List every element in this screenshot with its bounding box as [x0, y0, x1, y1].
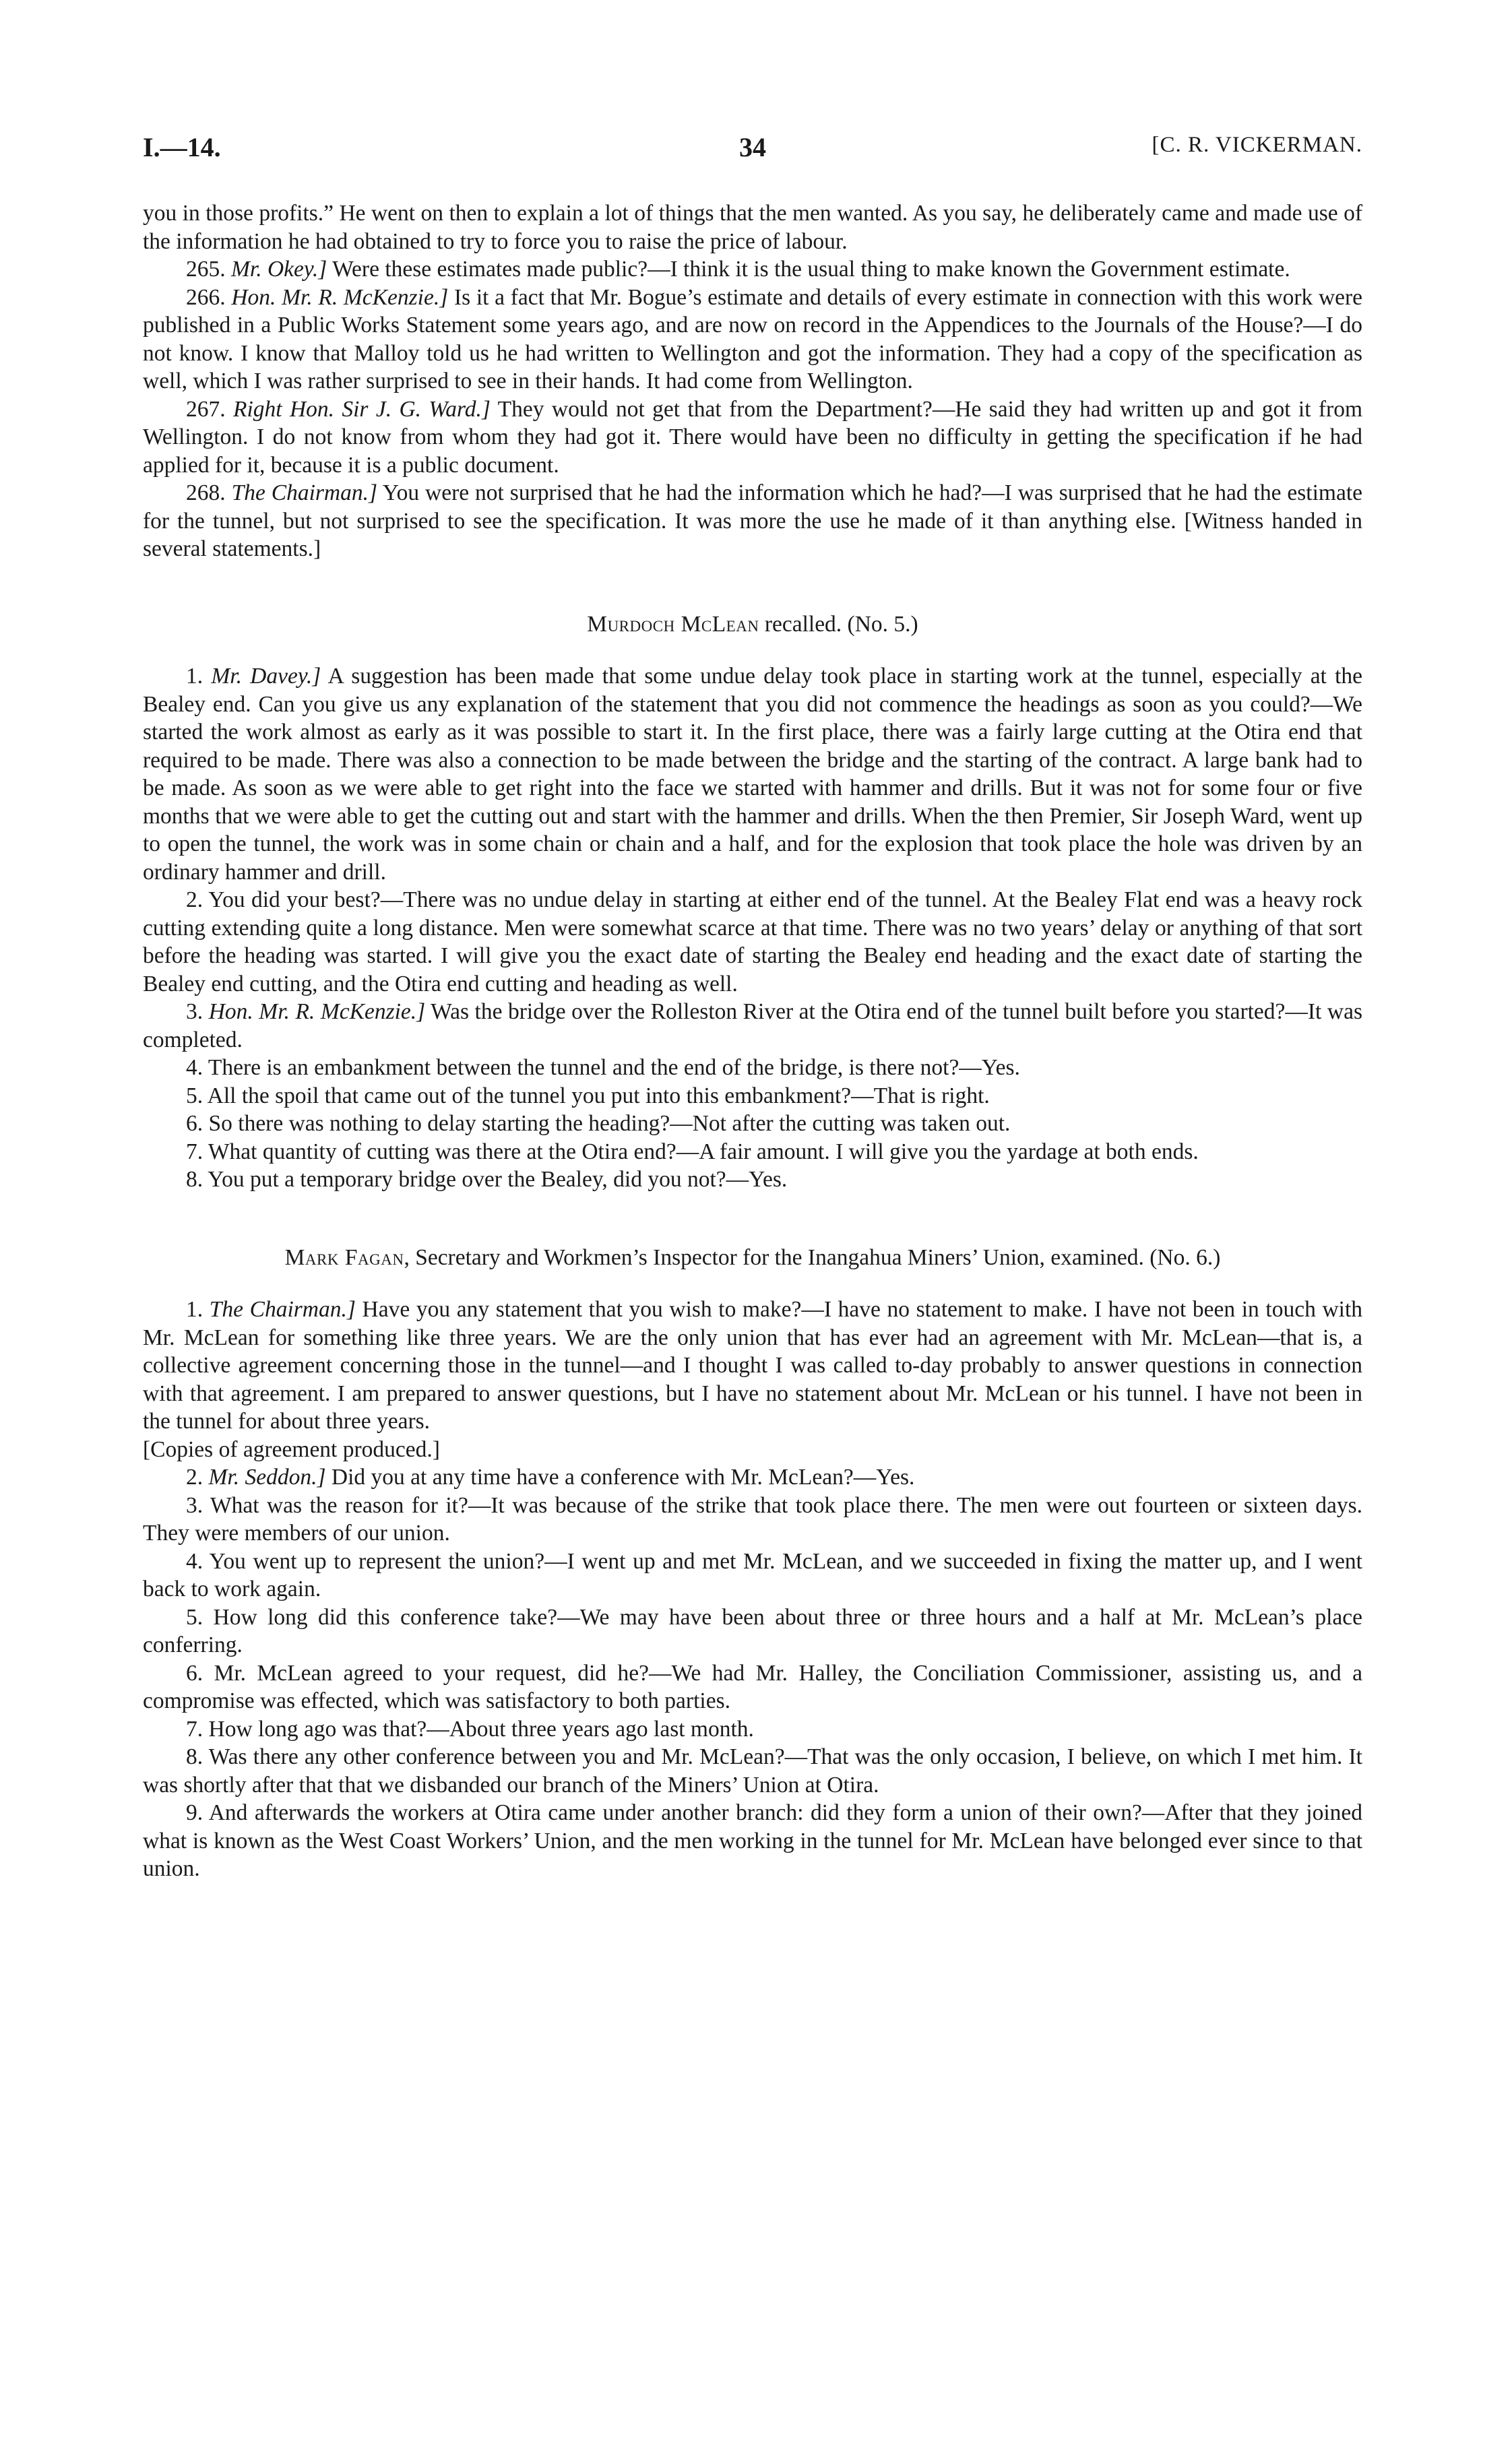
question-7 — [143, 1715, 1362, 1744]
question-text: All the spoil that came out of the tunnel you put into this embankment?—That is right. — [203, 1083, 990, 1108]
question-3 — [143, 998, 1362, 1054]
question-number: 2. — [186, 887, 203, 912]
question-number: 6. — [186, 1660, 203, 1686]
question-text: Is it a fact that Mr. Bogue’s estimate and details of every estimate in connection with this work were published in a Public Works Statement some years ago, and are now on record in the Appendices to the Journals of the House?—I do not know. I know that Malloy told us he had written to Wellington and got the information. They had a copy of the specification as well, which I was rather surprised to see in their hands. It had come from Wellington. — [143, 284, 1363, 393]
speaker: Right Hon. Sir J. G. Ward.] — [233, 396, 491, 422]
question-text: Was there any other conference between you and Mr. McLean?—That was the only occasion, I believe, on which I met him. It was shortly after that that we disbanded our branch of the Miners’ Union at Otira. — [143, 1744, 1362, 1798]
question-5 — [143, 1604, 1362, 1659]
question-text: Was the bridge over the Rolleston River at the Otira end of the tunnel built before you started?—It was completed. — [143, 999, 1363, 1052]
witness-name: [C. R. VICKERMAN. — [1152, 133, 1362, 157]
witness-heading-fagan — [143, 1244, 1362, 1272]
question-2 — [143, 1463, 1362, 1492]
document-body — [143, 199, 1362, 1883]
question-265 — [143, 255, 1362, 284]
question-text: You did your best?—There was no undue delay in starting at either end of the tunnel. At the Bealey Flat end was a heavy rock cutting extending quite a long distance. Men were somewhat scarce at that time. There was no two years’ delay or anything of that sort before the heading was started. I will give you the exact date of starting the Bealey end heading and the exact date of starting the Bealey end cutting, and the Otira end cutting and heading as well. — [143, 887, 1362, 996]
speaker: Mr. Seddon.] — [208, 1465, 326, 1490]
question-268 — [143, 479, 1362, 563]
question-text: What quantity of cutting was there at the Otira end?—A fair amount. I will give you the yardage at both ends. — [203, 1139, 1199, 1164]
question-number: 266. — [186, 284, 226, 310]
question-3 — [143, 1492, 1362, 1548]
question-1 — [143, 1296, 1362, 1436]
witness-heading-rest: recalled. (No. 5.) — [759, 611, 918, 637]
question-number: 1. — [186, 664, 203, 689]
question-text: So there was nothing to delay starting the heading?—Not after the cutting was taken out. — [203, 1111, 1011, 1136]
question-9 — [143, 1799, 1362, 1883]
question-number: 267. — [186, 396, 226, 422]
speaker: Hon. Mr. R. McKenzie.] — [208, 999, 426, 1024]
question-1 — [143, 662, 1362, 886]
question-4 — [143, 1054, 1362, 1082]
question-2 — [143, 886, 1362, 998]
question-number: 268. — [186, 480, 226, 505]
question-text: How long did this conference take?—We may have been about three or three hours and a half at Mr. McLean’s place conferring. — [143, 1604, 1362, 1657]
question-266 — [143, 284, 1362, 395]
question-5 — [143, 1082, 1362, 1110]
bracket-note: [Copies of agreement produced.] — [143, 1436, 440, 1462]
question-number: 5. — [186, 1604, 203, 1630]
witness-heading-name: Mark Fagan — [284, 1244, 404, 1270]
speaker: The Chairman.] — [231, 480, 378, 505]
question-number: 6. — [186, 1111, 203, 1136]
page-number: 34 — [739, 132, 766, 162]
question-text: A suggestion has been made that some undue delay took place in starting work at the tunnel, especially at the Bealey end. Can you give us any explanation of the statement that you did not commence the headings as soon as you could?—We started the work almost as early as it was possible to start it. In the first place, there was a fairly large cutting at the Otira end that required to be made. There was also a connection to be made between the bridge and the starting of the contract. A large bank had to be made. As soon as we were able to get right into the face we started with hammer and drills. But it was not for some four or five months that we were able to get the cutting out and start with the hammer and drills. When the then Premier, Sir Joseph Ward, went up to open the tunnel, the work was in some chain or chain and a half, and for the explosion that took place the hole was driven by an ordinary hammer and drill. — [143, 664, 1363, 885]
question-number: 4. — [186, 1548, 203, 1574]
question-number: 4. — [186, 1055, 203, 1080]
question-text: You went up to represent the union?—I went up and met Mr. McLean, and we succeeded in fixing the matter up, and I went back to work again. — [143, 1548, 1362, 1601]
witness-heading-mclean — [143, 610, 1362, 639]
continuation-paragraph: you in those profits.” He went on then to explain a lot of things that the men wanted. As you say, he deliberately came and made use of the information he had obtained to try to force you to raise the price of labour. — [143, 201, 1362, 254]
question-8 — [143, 1166, 1362, 1194]
question-text: You were not surprised that he had the information which he had?—I was surprised that he had the estimate for the tunnel, but not surprised to see the specification. It was more the use he made of it than anything else. [Witness handed in several statements.] — [143, 480, 1363, 561]
question-number: 7. — [186, 1716, 203, 1742]
question-4 — [143, 1548, 1362, 1604]
question-number: 5. — [186, 1083, 203, 1108]
question-text: They would not get that from the Department?—He said they had written up and got it from Wellington. I do not know from whom they had got it. There would have been no difficulty in getting the specification if he had applied for it, because it is a public document. — [143, 396, 1363, 478]
speaker: Mr. Okey.] — [231, 257, 327, 282]
question-number: 1. — [186, 1297, 203, 1322]
paper-reference: I.—14. — [143, 132, 221, 162]
question-number: 3. — [186, 1492, 203, 1518]
question-number: 2. — [186, 1465, 203, 1490]
question-text: There is an embankment between the tunnel and the end of the bridge, is there not?—Yes. — [203, 1055, 1020, 1080]
question-text: How long ago was that?—About three years ago last month. — [203, 1716, 754, 1742]
question-text: What was the reason for it?—It was because of the strike that took place there. The men were out fourteen or sixteen days. They were members of our union. — [143, 1492, 1362, 1546]
question-text: You put a temporary bridge over the Bealey, did you not?—Yes. — [203, 1167, 788, 1192]
question-number: 8. — [186, 1744, 203, 1769]
question-number: 8. — [186, 1167, 203, 1192]
question-6 — [143, 1110, 1362, 1138]
question-text: Did you at any time have a conference with Mr. McLean?—Yes. — [325, 1465, 915, 1490]
witness-heading-name: Murdoch McLean — [587, 611, 759, 637]
question-267 — [143, 395, 1362, 480]
question-number: 265. — [186, 257, 226, 282]
question-text: Were these estimates made public?—I think it is the usual thing to make known the Government estimate. — [327, 257, 1290, 282]
question-6 — [143, 1659, 1362, 1715]
question-8 — [143, 1743, 1362, 1799]
speaker: The Chairman.] — [209, 1297, 356, 1322]
question-7 — [143, 1138, 1362, 1166]
question-number: 3. — [186, 999, 203, 1024]
question-number: 7. — [186, 1139, 203, 1164]
question-text: Have you any statement that you wish to make?—I have no statement to make. I have not been in touch with Mr. McLean for something like three years. We are the only union that has ever had an agreement with Mr. McLean—that is, a collective agreement concerning those in the tunnel—and I thought I was called to-day probably to answer questions in connection with that agreement. I am prepared to answer questions, but I have no statement about Mr. McLean or his tunnel. I have not been in the tunnel for about three years. — [143, 1297, 1363, 1434]
question-number: 9. — [186, 1800, 203, 1825]
speaker: Hon. Mr. R. McKenzie.] — [231, 284, 449, 310]
question-text: And afterwards the workers at Otira came under another branch: did they form a union of their own?—After that they joined what is known as the West Coast Workers’ Union, and the men working in the tunnel for Mr. McLean have belonged ever since to that union. — [143, 1800, 1362, 1881]
question-text: Mr. McLean agreed to your request, did he?—We had Mr. Halley, the Conciliation Commissioner, assisting us, and a compromise was effected, which was satisfactory to both parties. — [143, 1660, 1362, 1713]
page-header — [143, 131, 1362, 179]
witness-heading-rest: , Secretary and Workmen’s Inspector for the Inangahua Miners’ Union, examined. (No. 6.) — [404, 1244, 1221, 1270]
speaker: Mr. Davey.] — [211, 664, 321, 689]
